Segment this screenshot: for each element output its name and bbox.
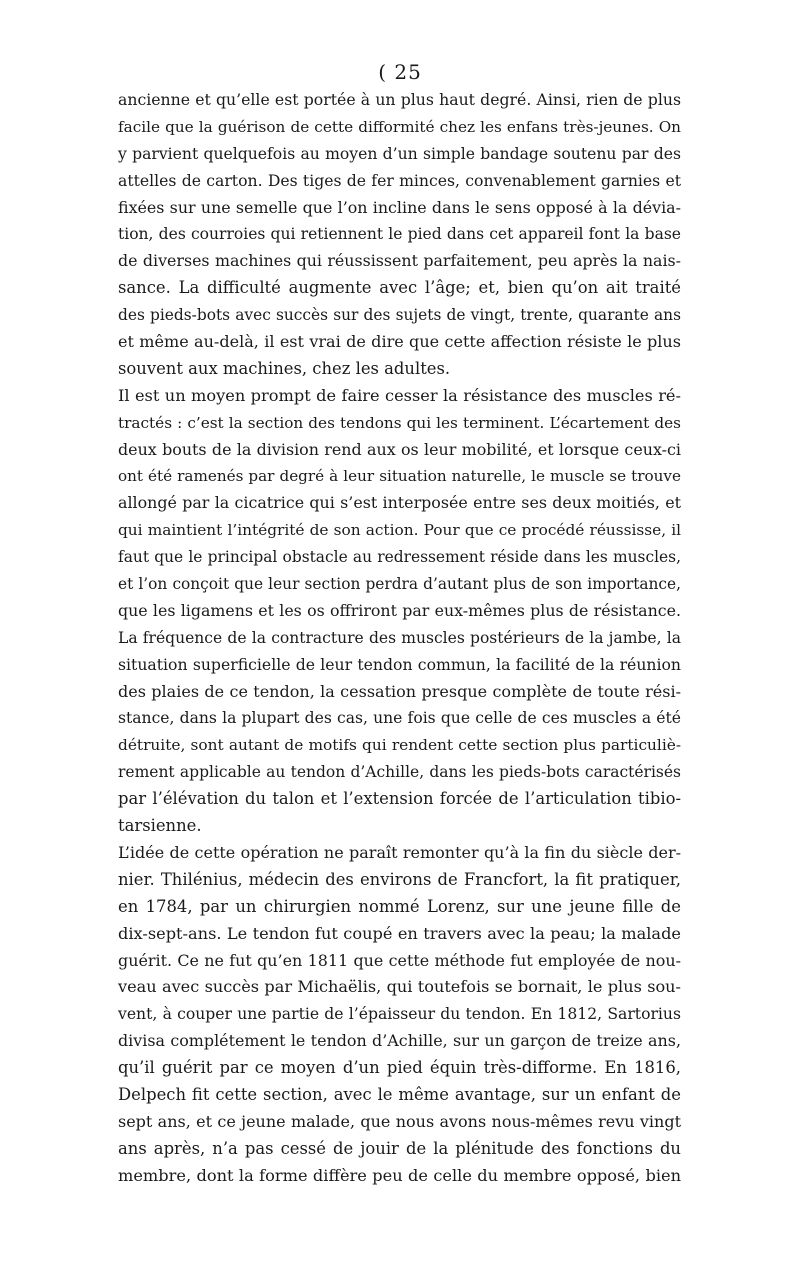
text-line: et même au-delà, il est vrai de dire que cette affection résiste le plus [118,332,681,352]
text-line: veau avec succès par Michaëlis, qui toutefois se bornait, le plus sou- [118,977,681,997]
text-line: détruite, sont autant de motifs qui rendent cette section plus particuliè- [118,736,681,755]
text-line: L’idée de cette opération ne paraît remonter qu’à la fin du siècle der- [118,842,681,862]
text-line: faut que le principal obstacle au redressement réside dans les muscles, [118,548,681,567]
text-line: Il est un moyen prompt de faire cesser la résistance des muscles ré- [118,385,681,405]
text-line: ont été ramenés par degré à leur situation naturelle, le muscle se trouve [118,467,681,486]
text-line: en 1784, par un chirurgien nommé Lorenz, sur une jeune fille de [118,896,681,916]
text-line: des pieds-bots avec succès sur des sujets de vingt, trente, quarante ans [118,306,681,325]
text-line: tarsienne. [118,816,202,836]
text-line: guérit. Ce ne fut qu’en 1811 que cette méthode fut employée de nou- [118,950,681,970]
text-line: divisa complétement le tendon d’Achille, sur un garçon de treize ans, [118,1031,681,1051]
text-line: et l’on conçoit que leur section perdra d’autant plus de son importance, [118,575,681,594]
text-line: rement applicable au tendon d’Achille, dans les pieds-bots caractérisés [118,763,681,782]
text-line: sept ans, et ce jeune malade, que nous avons nous-mêmes revu vingt [118,1111,681,1131]
text-line: qu’il guérit par ce moyen d’un pied équin très-difforme. En 1816, [118,1058,681,1078]
text-line: sance. La difficulté augmente avec l’âge; et, bien qu’on ait traité [118,278,681,298]
text-line: y parvient quelquefois au moyen d’un simple bandage soutenu par des [118,144,681,163]
text-line: deux bouts de la division rend aux os leur mobilité, et lorsque ceux-ci [118,439,681,459]
body-text [118,87,681,1190]
text-line: ans après, n’a pas cessé de jouir de la plénitude des fonctions du [118,1138,681,1158]
text-line: qui maintient l’intégrité de son action. Pour que ce procédé réussisse, il [118,521,681,540]
text-line: ancienne et qu’elle est portée à un plus haut degré. Ainsi, rien de plus [118,90,681,109]
text-line: La fréquence de la contracture des muscles postérieurs de la jambe, la [118,628,681,647]
text-line: fixées sur une semelle que l’on incline dans le sens opposé à la dévia- [118,197,681,217]
text-line: par l’élévation du talon et l’extension forcée de l’articulation tibio- [118,789,681,809]
text-line: tractés : c’est la section des tendons qui les terminent. L’écartement des [118,413,681,432]
text-line: que les ligamens et les os offriront par eux-mêmes plus de résistance. [118,600,681,620]
text-line: facile que la guérison de cette difformité chez les enfans très-jeunes. On [118,117,681,136]
text-line: stance, dans la plupart des cas, une fois que celle de ces muscles a été [118,709,681,728]
text-line: nier. Thilénius, médecin des environs de Francfort, la fit pratiquer, [118,869,681,889]
text-line: de diverses machines qui réussissent parfaitement, peu après la nais- [118,251,681,271]
text-line: souvent aux machines, chez les adultes. [118,358,451,378]
text-line: tion, des courroies qui retiennent le pied dans cet appareil font la base [118,225,681,244]
text-line: membre, dont la forme diffère peu de celle du membre opposé, bien [118,1165,681,1185]
page-number: ( 25 [378,60,422,84]
text-line: attelles de carton. Des tiges de fer minces, convenablement garnies et [118,170,681,190]
text-line: vent, à couper une partie de l’épaisseur du tendon. En 1812, Sartorius [118,1005,681,1024]
text-line: des plaies de ce tendon, la cessation presque complète de toute rési- [118,681,681,701]
text-line: Delpech fit cette section, avec le même avantage, sur un enfant de [118,1084,681,1104]
text-line: dix-sept-ans. Le tendon fut coupé en travers avec la peau; la malade [118,923,681,943]
text-line: allongé par la cicatrice qui s’est interposée entre ses deux moitiés, et [118,493,681,513]
text-line: situation superficielle de leur tendon commun, la facilité de la réunion [118,654,681,674]
